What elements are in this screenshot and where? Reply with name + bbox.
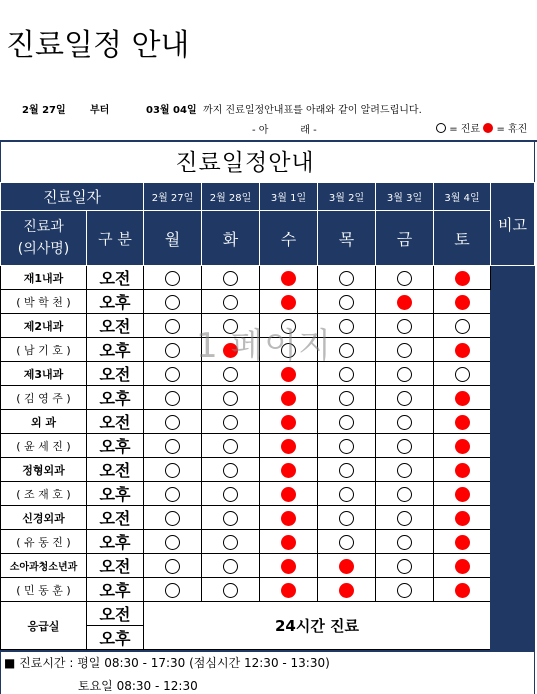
emergency-note: 24시간 진료 [144,602,491,650]
open-circle-icon [165,367,180,382]
weekday-cell: 토 [434,211,491,266]
schedule-cell [144,362,202,386]
schedule-cell [202,578,260,602]
red-dot-icon [455,439,470,454]
morning-label: 오전 [87,362,144,386]
doctor-name: ( 윤 세 진 ) [1,434,87,458]
schedule-cell [376,338,434,362]
schedule-cell [202,530,260,554]
red-dot-icon [281,439,296,454]
open-circle-icon [397,319,412,334]
schedule-cell [144,578,202,602]
schedule-cell [144,338,202,362]
division-header: 구 분 [87,211,144,266]
red-dot-icon [455,559,470,574]
schedule-cell [260,482,318,506]
afternoon-label: 오후 [87,578,144,602]
legend-closed-label: = 휴진 [496,124,528,135]
red-dot-icon [281,295,296,310]
open-circle-icon [339,463,354,478]
open-circle-icon [397,271,412,286]
table-row [1,578,535,602]
table-row [1,506,535,530]
schedule-cell [144,410,202,434]
schedule-cell [144,314,202,338]
open-circle-icon [339,343,354,358]
hours-saturday: 토요일 08:30 - 12:30 [78,679,198,693]
schedule-cell [144,458,202,482]
schedule-cell [144,530,202,554]
open-circle-icon [339,391,354,406]
schedule-cell [434,266,491,290]
schedule-cell [434,410,491,434]
afternoon-label: 오후 [87,338,144,362]
schedule-cell [144,386,202,410]
notice-text: 까지 진료일정안내표를 아래와 같이 알려드립니다. [203,105,422,116]
red-dot-icon [339,559,354,574]
schedule-cell [260,506,318,530]
schedule-cell [202,290,260,314]
schedule-cell [434,362,491,386]
open-circle-icon [397,535,412,550]
doctor-name: ( 민 동 훈 ) [1,578,87,602]
doctor-name: ( 김 영 주 ) [1,386,87,410]
table-row [1,434,535,458]
table-row [1,602,535,626]
from-word: 부터 [90,105,110,116]
schedule-cell [260,554,318,578]
open-circle-icon [397,439,412,454]
open-circle-icon [223,439,238,454]
date-cell: 3월 2일 [318,183,376,211]
open-circle-icon [397,559,412,574]
open-circle-icon [223,271,238,286]
red-dot-icon [281,583,296,598]
remarks-header: 비고 [491,183,535,266]
department-name: 신경외과 [1,506,87,530]
open-circle-icon [165,487,180,502]
morning-label: 오전 [87,410,144,434]
red-dot-icon [281,511,296,526]
open-circle-icon [165,583,180,598]
legend [436,120,527,135]
schedule-cell [202,506,260,530]
schedule-cell [144,434,202,458]
open-circle-icon [339,535,354,550]
schedule-cell [434,458,491,482]
open-circle-icon [339,439,354,454]
schedule-cell [376,266,434,290]
schedule-cell [144,290,202,314]
schedule-cell [144,266,202,290]
open-circle-icon [165,559,180,574]
schedule-cell [376,290,434,314]
schedule-cell [202,554,260,578]
open-circle-icon [223,463,238,478]
weekday-cell: 목 [318,211,376,266]
date-cell: 3월 4일 [434,183,491,211]
afternoon-label: 오후 [87,434,144,458]
red-dot-icon [281,487,296,502]
schedule-cell [202,458,260,482]
schedule-cell [376,458,434,482]
schedule-cell [434,506,491,530]
schedule-cell [202,266,260,290]
red-dot-icon [455,511,470,526]
afternoon-label: 오후 [87,290,144,314]
schedule-cell [376,482,434,506]
schedule-cell [260,386,318,410]
schedule-cell [376,386,434,410]
schedule-cell [318,578,376,602]
morning-label: 오전 [87,506,144,530]
afternoon-label: 오후 [87,482,144,506]
schedule-cell [434,482,491,506]
schedule-cell [318,530,376,554]
open-circle-icon [223,415,238,430]
open-circle-icon [165,343,180,358]
open-circle-icon [397,415,412,430]
open-circle-icon [165,391,180,406]
schedule-cell [318,290,376,314]
schedule-cell [202,482,260,506]
open-circle-icon [165,535,180,550]
open-circle-icon [165,415,180,430]
table-row [1,482,535,506]
schedule-cell [318,410,376,434]
red-dot-icon [455,271,470,286]
page-title: 진료일정 안내 [6,28,190,63]
date-cell: 3월 3일 [376,183,434,211]
red-dot-icon [281,535,296,550]
department-header [1,211,87,266]
red-dot-icon [281,271,296,286]
open-circle-icon [397,343,412,358]
red-dot-icon [281,367,296,382]
table-row [1,554,535,578]
open-circle-icon [165,271,180,286]
schedule-title: 진료일정안내 [175,150,315,176]
table-row [1,290,535,314]
weekday-cell: 수 [260,211,318,266]
weekday-cell: 금 [376,211,434,266]
red-dot-icon [281,391,296,406]
schedule-cell [434,530,491,554]
red-dot-icon [281,463,296,478]
schedule-cell [202,410,260,434]
open-circle-icon [339,271,354,286]
schedule-cell [202,386,260,410]
afternoon-label: 오후 [87,530,144,554]
schedule-cell [376,362,434,386]
schedule-cell [434,314,491,338]
schedule-cell [260,530,318,554]
red-dot-icon [455,583,470,598]
schedule-cell [376,530,434,554]
schedule-cell [318,482,376,506]
doctor-header-label: (의사명) [17,241,70,257]
schedule-cell [318,434,376,458]
schedule-cell [434,338,491,362]
open-circle-icon [223,391,238,406]
table-row [1,386,535,410]
date-cell: 2월 28일 [202,183,260,211]
schedule-cell [260,458,318,482]
open-circle-icon [339,367,354,382]
schedule-cell [144,506,202,530]
open-circle-icon [223,511,238,526]
schedule-cell [260,578,318,602]
hours-weekday: ■ 진료시간 : 평일 08:30 - 17:30 (점심시간 12:30 - 13:30) [4,656,330,670]
open-circle-icon [455,319,470,334]
open-circle-icon [339,295,354,310]
schedule-cell [260,410,318,434]
doctor-name: ( 남 기 호 ) [1,338,87,362]
red-dot-icon [455,343,470,358]
open-circle-icon [397,367,412,382]
schedule-table [0,182,535,650]
schedule-cell [434,578,491,602]
red-dot-icon [455,487,470,502]
morning-label: 오전 [87,314,144,338]
morning-label: 오전 [87,602,144,626]
weekday-cell: 월 [144,211,202,266]
afternoon-label: 오후 [87,626,144,650]
schedule-cell [376,434,434,458]
department-name: 외 과 [1,410,87,434]
schedule-cell [318,506,376,530]
date-header: 진료일자 [1,183,144,211]
department-name: 재1내과 [1,266,87,290]
schedule-cell [376,506,434,530]
doctor-name: ( 유 동 진 ) [1,530,87,554]
remarks-cell [491,266,535,650]
schedule-cell [434,434,491,458]
red-dot-icon [281,559,296,574]
table-row [1,458,535,482]
schedule-cell [202,434,260,458]
date-from: 2월 27일 [22,105,66,116]
open-circle-icon [223,295,238,310]
open-circle-icon [397,391,412,406]
open-circle-icon [339,415,354,430]
schedule-cell [260,434,318,458]
open-circle-icon [223,367,238,382]
schedule-cell [434,554,491,578]
below-heading: - 아 래 - [252,125,317,136]
red-dot-icon [339,583,354,598]
department-name: 소아과청소년과 [1,554,87,578]
open-circle-icon [223,535,238,550]
open-circle-icon [455,367,470,382]
morning-label: 오전 [87,266,144,290]
afternoon-label: 오후 [87,386,144,410]
open-circle-icon [165,511,180,526]
red-dot-icon [455,295,470,310]
red-dot-icon [455,415,470,430]
open-circle-icon [223,487,238,502]
open-circle-icon [165,319,180,334]
schedule-cell [318,458,376,482]
open-circle-icon [339,511,354,526]
morning-label: 오전 [87,554,144,578]
department-name: 정형외과 [1,458,87,482]
morning-label: 오전 [87,458,144,482]
open-circle-icon [397,511,412,526]
schedule-cell [318,386,376,410]
open-circle-icon [165,295,180,310]
open-circle-icon [339,319,354,334]
open-circle-icon [397,583,412,598]
red-dot-icon [281,415,296,430]
department-header-label: 진료과 [23,219,64,235]
schedule-cell [260,266,318,290]
date-cell: 2월 27일 [144,183,202,211]
open-circle-icon [397,487,412,502]
doctor-name: ( 조 재 호 ) [1,482,87,506]
open-circle-icon [339,487,354,502]
schedule-cell [376,554,434,578]
schedule-cell [144,554,202,578]
schedule-cell [318,554,376,578]
legend-open-label: = 진료 [449,124,481,135]
open-circle-icon [397,463,412,478]
table-row [1,410,535,434]
schedule-cell [318,266,376,290]
page-watermark: 1 페이지 [196,326,332,366]
open-circle-icon [223,559,238,574]
open-circle-icon [165,439,180,454]
department-name: 제2내과 [1,314,87,338]
table-row [1,266,535,290]
schedule-cell [434,290,491,314]
open-circle-icon [165,463,180,478]
schedule-cell [434,386,491,410]
red-dot-icon [483,123,493,133]
schedule-cell [260,290,318,314]
red-dot-icon [455,391,470,406]
red-dot-icon [455,535,470,550]
weekday-cell: 화 [202,211,260,266]
date-cell: 3월 1일 [260,183,318,211]
emergency-name: 응급실 [1,602,87,650]
footer-divider [0,650,535,652]
doctor-name: ( 박 학 천 ) [1,290,87,314]
department-name: 제3내과 [1,362,87,386]
schedule-cell [376,578,434,602]
red-dot-icon [397,295,412,310]
red-dot-icon [455,463,470,478]
schedule-cell [376,314,434,338]
table-row [1,530,535,554]
open-circle-icon [436,123,446,133]
date-to: 03월 04일 [146,105,197,116]
schedule-cell [376,410,434,434]
open-circle-icon [223,583,238,598]
schedule-cell [144,482,202,506]
